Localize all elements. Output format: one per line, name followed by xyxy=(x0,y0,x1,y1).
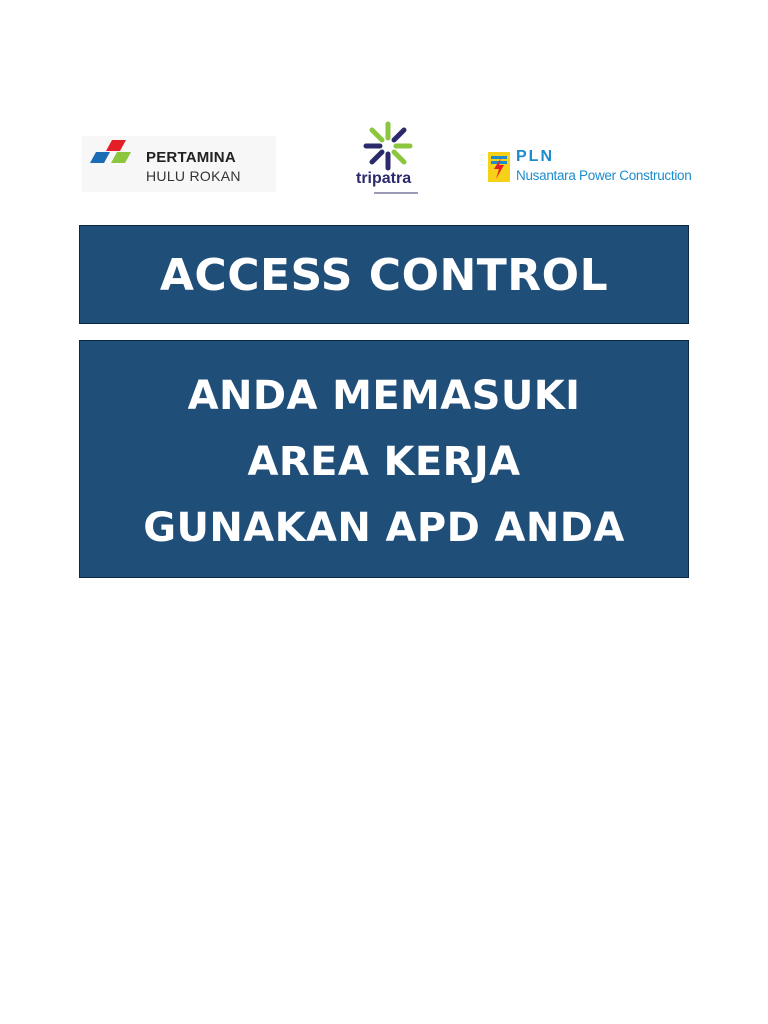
safety-message-line: AREA KERJA xyxy=(247,439,521,485)
safety-message-banner xyxy=(79,340,689,578)
access-control-title: ACCESS CONTROL xyxy=(159,250,609,301)
logo-row xyxy=(0,110,768,200)
tripatra-tagline-mark xyxy=(374,192,418,194)
pertamina-hulu-rokan-logo xyxy=(82,136,276,192)
safety-message-line: GUNAKAN APD ANDA xyxy=(143,505,625,551)
tripatra-logo-name: tripatra xyxy=(356,170,412,187)
pertamina-logo-icon xyxy=(90,138,140,174)
access-control-title-banner xyxy=(79,225,689,324)
tripatra-logo-icon xyxy=(362,120,414,172)
pln-logo-name: PLN xyxy=(516,148,554,165)
tripatra-logo xyxy=(350,120,430,198)
pln-logo-icon xyxy=(488,152,510,182)
pertamina-logo-name: PERTAMINA xyxy=(146,149,236,166)
safety-message-line: ANDA MEMASUKI xyxy=(187,373,581,419)
pln-nusantara-power-construction-logo xyxy=(486,148,692,188)
pertamina-logo-subtitle: HULU ROKAN xyxy=(146,168,241,184)
pln-logo-subtitle: Nusantara Power Construction xyxy=(516,168,692,183)
